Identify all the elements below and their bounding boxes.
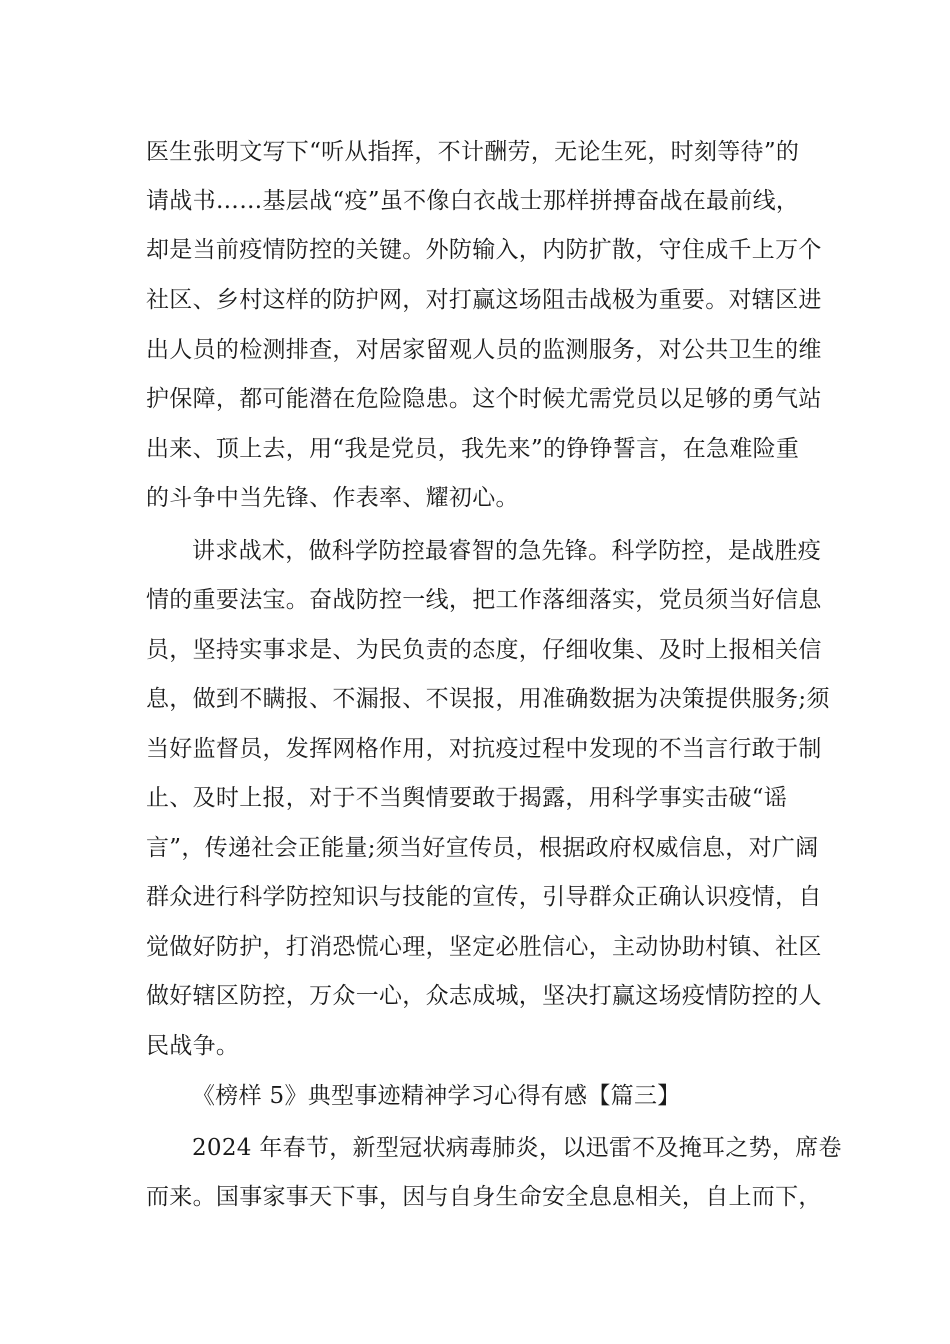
section-heading: 《榜样 5》典型事迹精神学习心得有感【篇三】 — [192, 1083, 681, 1109]
text-line: 2024 年春节，新型冠状病毒肺炎，以迅雷不及掩耳之势，席卷 — [192, 1135, 842, 1161]
text-line: 护保障，都可能潜在危险隐患。这个时候尤需党员以足够的勇气站 — [146, 386, 822, 412]
text-line: 情的重要法宝。奋战防控一线，把工作落细落实，党员须当好信息 — [146, 587, 822, 613]
text-line: 止、及时上报，对于不当舆情要敢于揭露，用科学事实击破“谣 — [146, 785, 788, 811]
text-line: 做好辖区防控，万众一心，众志成城，坚决打赢这场疫情防控的人 — [146, 983, 822, 1009]
text-line: 当好监督员，发挥网格作用，对抗疫过程中发现的不当言行敢于制 — [146, 736, 822, 762]
text-line: 群众进行科学防控知识与技能的宣传，引导群众正确认识疫情，自 — [146, 884, 822, 910]
text-line: 请战书……基层战“疫”虽不像白衣战士那样拼搏奋战在最前线， — [146, 188, 800, 214]
text-line: 言”，传递社会正能量;须当好宣传员，根据政府权威信息，对广阔 — [146, 835, 819, 861]
text-line: 而来。国事家事天下事，因与自身生命安全息息相关，自上而下， — [146, 1184, 822, 1210]
text-line: 息，做到不瞒报、不漏报、不误报，用准确数据为决策提供服务;须 — [146, 686, 830, 712]
text-line: 讲求战术，做科学防控最睿智的急先锋。科学防控，是战胜疫 — [192, 538, 822, 564]
text-line: 的斗争中当先锋、作表率、耀初心。 — [146, 485, 519, 511]
text-line: 医生张明文写下“听从指挥，不计酬劳，无论生死，时刻等待”的 — [146, 139, 800, 165]
text-line: 员，坚持实事求是、为民负责的态度，仔细收集、及时上报相关信 — [146, 637, 822, 663]
text-line: 社区、乡村这样的防护网，对打赢这场阻击战极为重要。对辖区进 — [146, 287, 822, 313]
text-line: 却是当前疫情防控的关键。外防输入，内防扩散，守住成千上万个 — [146, 237, 822, 263]
text-line: 出人员的检测排查，对居家留观人员的监测服务，对公共卫生的维 — [146, 337, 822, 363]
text-line: 觉做好防护，打消恐慌心理，坚定必胜信心，主动协助村镇、社区 — [146, 934, 822, 960]
text-line: 民战争。 — [146, 1033, 240, 1059]
text-line: 出来、顶上去，用“我是党员，我先来”的铮铮誓言，在急难险重 — [146, 436, 800, 462]
